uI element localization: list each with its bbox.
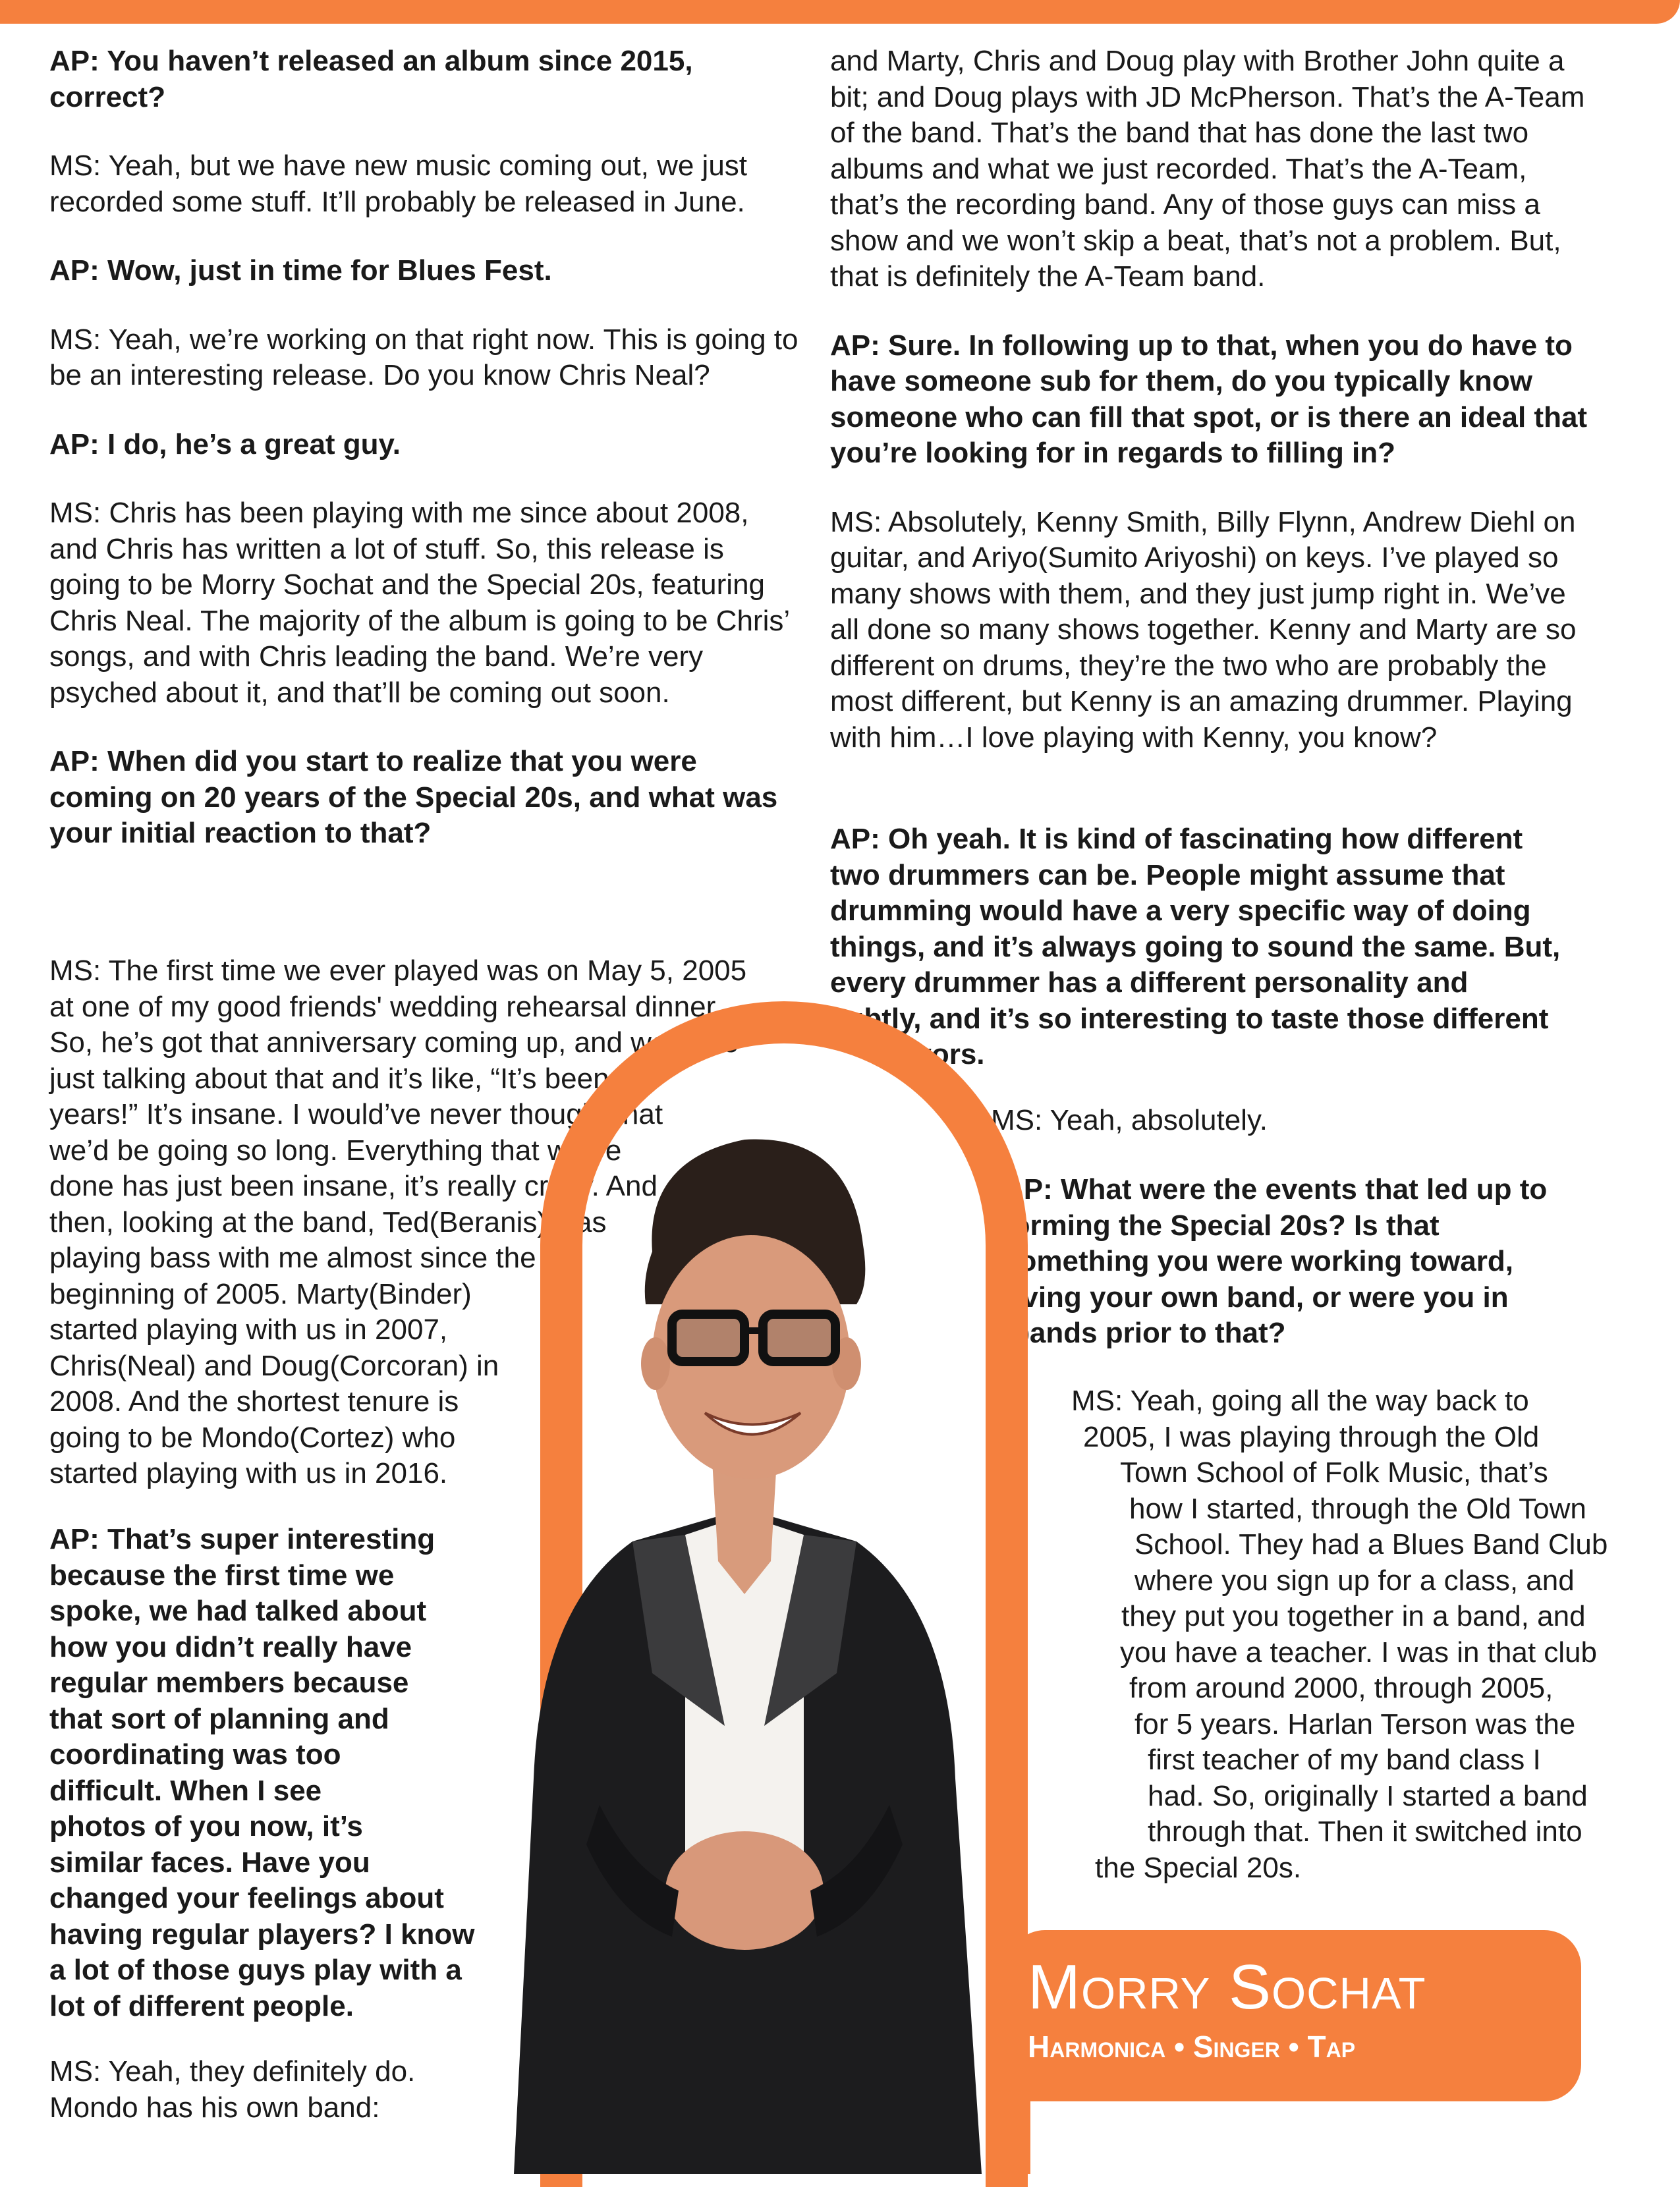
answer-chris-neal: MS: Chris has been playing with me since about 2008, and Chris has written a lot of stuff. So, this release is going to be Morry Sochat and the Special 20s, featuring Chris Neal. The majority of the album is going to be Chris’ songs, and with Chris leading the band. We’re very psyched about it, and that’ll be coming out soon. [49, 497, 789, 709]
question-20-years: AP: When did you start to realize that you were coming on 20 years of the Special 20s, and what was your initial reaction to that? [49, 745, 778, 849]
text-line: drumming would have a very specific way of doing [830, 895, 1531, 927]
text-line: things, and it’s always going to sound the same. But, [830, 930, 1561, 963]
text-line: So, he’s got that anniversary coming up, and we were [49, 1026, 739, 1059]
text-line: a lot of those guys play with a [49, 1954, 462, 1986]
text-line: two drummers can be. People might assume that [830, 858, 1505, 891]
glasses-right-lens [763, 1314, 835, 1362]
text-line: AP: Oh yeah. It is kind of fascinating how different [830, 823, 1523, 855]
text-line: MS: Yeah, going all the way back to [1071, 1385, 1529, 1417]
text-line: having regular players? I know [49, 1918, 475, 1951]
text-line: AP: What were the events that led up to [1003, 1173, 1548, 1205]
portrait-photo [435, 1080, 1054, 2174]
top-accent-bar [0, 0, 1680, 24]
question-album: AP: You haven’t released an album since 2015, correct? [49, 45, 693, 113]
text-line: lot of different people. [49, 1989, 354, 2022]
text-line: how you didn’t really have [49, 1630, 412, 1663]
hands [665, 1831, 824, 1950]
text-line: AP: That’s super interesting [49, 1523, 435, 1555]
text-line: subtly, and it’s so interesting to taste those different [830, 1002, 1549, 1035]
glasses-left-lens [672, 1314, 744, 1362]
text-line: from around 2000, through 2005, [1129, 1672, 1554, 1704]
question-drummers [830, 821, 1560, 1073]
ear-left [641, 1337, 670, 1390]
text-line: that sort of planning and [49, 1702, 389, 1735]
text-line: playing bass with me almost since the [49, 1242, 536, 1274]
text-line: just talking about that and it’s like, “It’s been 20 [49, 1062, 650, 1095]
text-line: MS: Yeah, they definitely do. [49, 2055, 416, 2088]
answer-blues-fest: MS: Yeah, we’re working on that right now. This is going to be an interesting release. Do you know Chris Neal? [49, 323, 798, 391]
text-line: School. They had a Blues Band Club [1134, 1528, 1608, 1561]
text-line: having your own band, or were you in [988, 1281, 1509, 1314]
glasses-bridge [742, 1327, 766, 1334]
answer-they-do [49, 2054, 415, 2126]
text-line: something you were working toward, [1003, 1245, 1513, 1277]
nameplate [1008, 1930, 1581, 2101]
left-column [49, 43, 800, 885]
question-sub: AP: Sure. In following up to that, when you do have to have someone sub for them, do you typically know someone who can fill that spot, or is there an ideal that you’re looking for in regards to filling in? [830, 329, 1588, 469]
right-column [830, 43, 1594, 789]
text-line: Town School of Folk Music, that’s [1120, 1456, 1548, 1489]
text-line: bands prior to that? [1012, 1317, 1286, 1349]
text-line: photos of you now, it’s [49, 1810, 363, 1842]
person-roles: Harmonica • Singer • Tap [1028, 2030, 1356, 2064]
text-line: Mondo has his own band: [49, 2091, 380, 2124]
person-name: Morry Sochat [1028, 1952, 1426, 2022]
text-line: had. So, originally I started a band [1148, 1779, 1588, 1812]
question-chris-neal: AP: I do, he’s a great guy. [49, 428, 401, 460]
text-line: changed your feelings about [49, 1882, 444, 1914]
text-line: for 5 years. Harlan Terson was the [1134, 1707, 1576, 1740]
answer-old-town [1041, 1383, 1608, 1886]
text-line: going to be Mondo(Cortez) who [49, 1421, 456, 1454]
answer-sub: MS: Absolutely, Kenny Smith, Billy Flynn, Andrew Diehl on guitar, and Ariyo(Sumito Ariyoshi) on keys. I’ve played so many shows with them, and they just jump right in. We’ve all done so many shows together. Kenny and Marty are so different on drums, they’re the two who are probably the most different, but Kenny is an amazing drummer. Playing with him…I love playing with Kenny, you know? [830, 505, 1577, 754]
text-line: difficult. When I see [49, 1774, 322, 1807]
text-line: done has just been insane, it’s really crazy. And [49, 1170, 658, 1202]
text-line: 2005, I was playing through the Old [1083, 1420, 1540, 1453]
text-line: then, looking at the band, Ted(Beranis) was [49, 1205, 607, 1238]
text-line: we’d be going so long. Everything that we’ve [49, 1134, 622, 1167]
text-line: you have a teacher. I was in that club [1120, 1636, 1598, 1669]
text-line: forming the Special 20s? Is that [1003, 1209, 1440, 1242]
text-line: Chris(Neal) and Doug(Corcoran) in [49, 1349, 499, 1382]
text-line: through that. Then it switched into [1148, 1815, 1582, 1848]
answer-a-team: and Marty, Chris and Doug play with Brother John quite a bit; and Doug plays with JD McPherson. That’s the A-Team of the band. That’s the band that has done the last two albums and what we just recorded. That’s the A-Team, that’s the recording band. Any of those guys can miss a show and we won’t skip a beat, that’s not a problem. But, that is definitely the A-Team band. [830, 45, 1585, 292]
question-blues-fest: AP: Wow, just in time for Blues Fest. [49, 254, 552, 287]
text-line: the Special 20s. [1095, 1851, 1302, 1884]
text-line: spoke, we had talked about [49, 1595, 427, 1627]
text-line: at one of my good friends' wedding rehearsal dinner. [49, 990, 723, 1023]
text-line: started playing with us in 2016. [49, 1457, 448, 1489]
text-line: MS: Yeah, absolutely. [991, 1104, 1268, 1136]
text-line: years!” It’s insane. I would’ve never thought that [49, 1098, 663, 1130]
question-regular-members [49, 1522, 475, 2024]
text-line: where you sign up for a class, and [1134, 1564, 1575, 1597]
text-line: 2008. And the shortest tenure is [49, 1385, 459, 1418]
text-line: every drummer has a different personality and [830, 966, 1469, 999]
text-line: beginning of 2005. Marty(Binder) [49, 1277, 472, 1310]
text-line: started playing with us in 2007, [49, 1314, 448, 1346]
text-line: similar faces. Have you [49, 1846, 370, 1879]
answer-album: MS: Yeah, but we have new music coming out, we just recorded some stuff. It’ll probably be released in June. [49, 150, 748, 218]
text-line: MS: The first time we ever played was on May 5, 2005 [49, 955, 747, 987]
text-line: they put you together in a band, and [1121, 1600, 1586, 1632]
text-line: flavors. [882, 1038, 985, 1070]
text-line: first teacher of my band class I [1148, 1744, 1541, 1776]
text-line: coordinating was too [49, 1738, 341, 1771]
question-events [988, 1172, 1547, 1352]
text-line: how I started, through the Old Town [1129, 1492, 1586, 1525]
text-line: regular members because [49, 1667, 409, 1699]
text-line: because the first time we [49, 1559, 395, 1592]
